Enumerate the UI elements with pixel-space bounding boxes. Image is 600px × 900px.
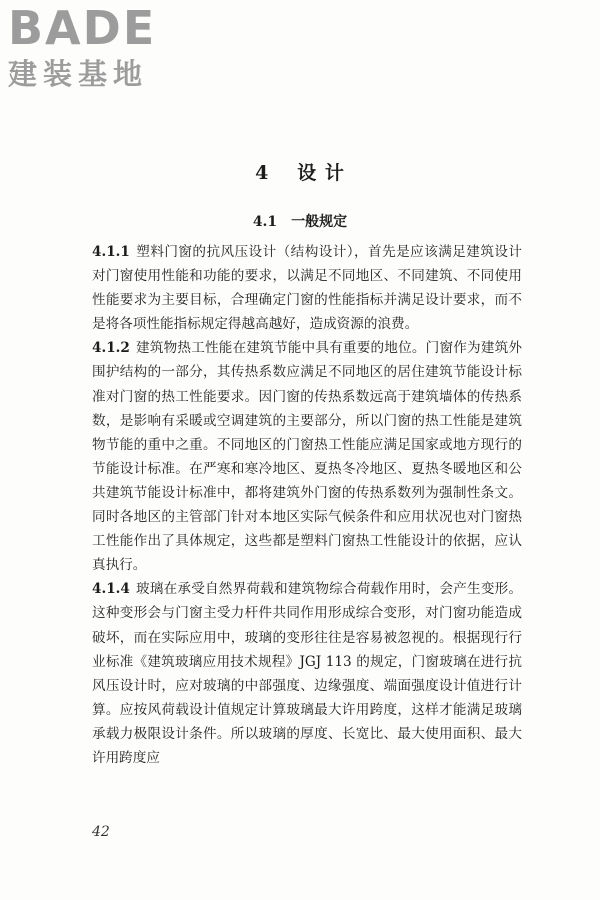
clause-number: 4.1.1 [92, 244, 130, 260]
clause-number: 4.1.4 [92, 581, 130, 598]
chapter-number: 4 [255, 162, 270, 184]
clause-text: 玻璃在承受自然界荷载和建筑物综合荷载作用时，会产生变形。这种变形会与门窗主受力杆件共同作用形成综合变形，对门窗功能造成破坏，而在实际应用中，玻璃的变形往往是容易被忽视的。根据现行行业标准《建筑玻璃应用技术规程》JGJ 113 的规定，门窗玻璃在进行抗风压设计时，应对玻璃的中部强度、边缘强度、端面强度设计值进行计算。应按风荷载设计值规定计算玻璃最大许用跨度，这样才能满足玻璃承载力极限设计条件。所以玻璃的厚度、长宽比、最大使用面积、最大许用跨度应 [92, 581, 522, 766]
clause-text: 建筑物热工性能在建筑节能中具有重要的地位。门窗作为建筑外围护结构的一部分，其传热系数应满足不同地区的居住建筑节能设计标准对门窗的热工性能要求。因门窗的传热系数远高于建筑墙体的传热系数，是影响有采暖或空调建筑的主要部分，所以门窗的热工性能是建筑物节能的重中之重。不同地区的门窗热工性能应满足国家或地方现行的节能设计标准。在严寒和寒冷地区、夏热冬冷地区、夏热冬暖地区和公共建筑节能设计标准中，都将建筑外门窗的传热系数列为强制性条文。同时各地区的主管部门针对本地区实际气候条件和应用状况也对门窗热工性能作出了具体规定，这些都是塑料门窗热工性能设计的依据，应认真执行。 [92, 340, 522, 574]
section-title [0, 211, 600, 231]
logo-subtitle: 建装基地 [8, 57, 149, 91]
paragraph-4-1-1 [92, 240, 522, 336]
chapter-title [0, 158, 600, 185]
logo [8, 1, 178, 96]
chapter-name: 设 计 [297, 162, 345, 184]
paragraph-4-1-4 [92, 577, 522, 770]
clause-text: 塑料门窗的抗风压设计（结构设计），首先是应该满足建筑设计对门窗使用性能和功能的要求，以满足不同地区、不同建筑、不同使用性能要求为主要目标，合理确定门窗的性能指标并满足设计要求，而不是将各项性能指标规定得越高越好，造成资源的浪费。 [92, 244, 522, 333]
section-number: 4.1 [252, 214, 278, 230]
paragraph-4-1-2 [92, 336, 522, 577]
body-text [92, 240, 522, 770]
page-number: 42 [92, 824, 110, 840]
logo-brand: BADE [8, 1, 157, 55]
clause-number: 4.1.2 [92, 340, 130, 357]
section-name: 一般规定 [291, 214, 348, 230]
